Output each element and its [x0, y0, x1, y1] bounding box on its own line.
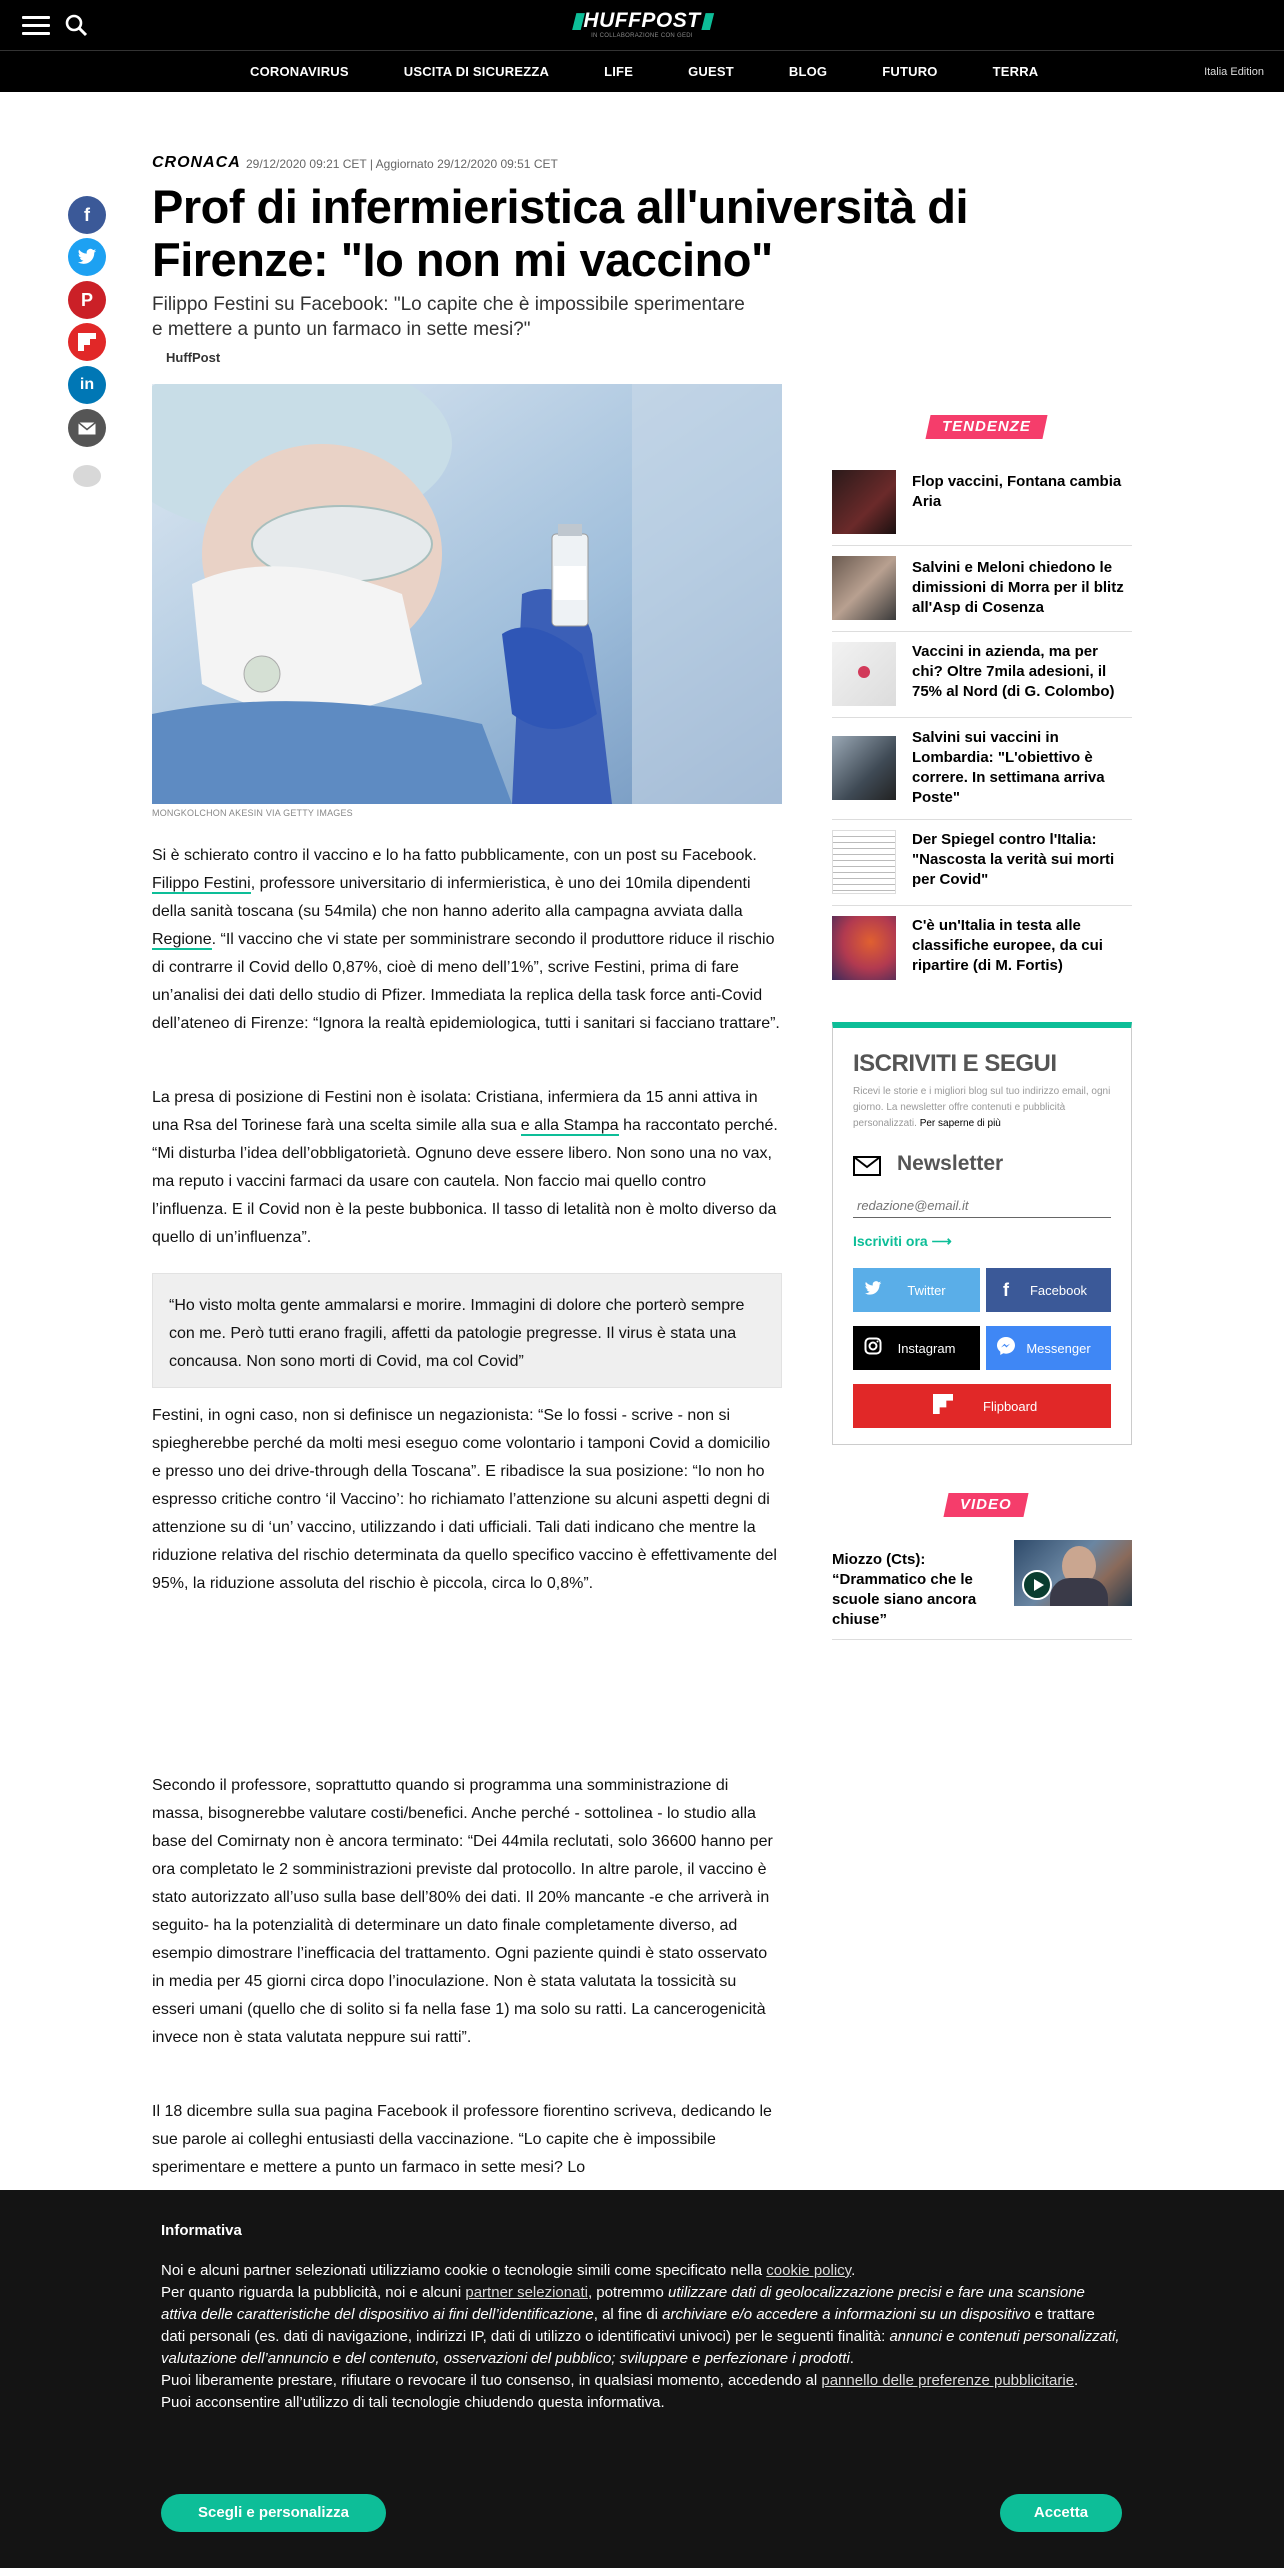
trending-item[interactable]: [832, 642, 1132, 718]
nav-item-uscita-di-sicurezza[interactable]: USCITA DI SICUREZZA: [403, 64, 550, 79]
trending-item[interactable]: [832, 556, 1132, 632]
link-la-stampa[interactable]: e alla Stampa: [520, 1117, 619, 1134]
trending-title: Der Spiegel contro l'Italia: "Nascosta la verità sui morti per Covid": [912, 831, 1115, 888]
nav-item-life[interactable]: LIFE: [604, 64, 634, 79]
edition-selector[interactable]: Italia Edition: [1204, 66, 1264, 78]
trending-item[interactable]: [832, 728, 1132, 820]
huffpost-logo[interactable]: ▮HUFFPOST▮ IN COLLABORAZIONE CON GEDI: [567, 10, 717, 40]
video-thumbnail[interactable]: [1014, 1540, 1132, 1606]
link-regione[interactable]: Regione: [152, 931, 212, 948]
subscribe-description: Ricevi le storie e i migliori blog sul tuo indirizzo email, ogni giorno. La newsletter offre contenuti e pubblicità personalizzati. Per saperne di più: [853, 1086, 1111, 1129]
paragraph-3: Festini, in ogni caso, non si definisce un negazionista: “Se lo fossi - scrive - non si spiegherebbe perché da molti mesi eseguo come volontario i tamponi Covid a domicilio e presso uno dei drive-through della Toscana”. E ribadisce la sua posizione: “Io non ho espresso critiche contro ‘il Vaccino’: ho richiamato l’attenzione su alcuni aspetti degni di attenzione su di ‘un’ vaccino, utilizzando i dati ufficiali. Tali dati indicano che mentre la riduzione relativa del rischio determinata da quello specifico vaccino è effettivamente del 95%, la riduzione assoluta del rischio è piccola, circa lo 0,8%”.: [152, 1407, 777, 1592]
follow-messenger-button[interactable]: Messenger: [986, 1326, 1111, 1370]
paragraph-1: Si è schierato contro il vaccino e lo ha fatto pubblicamente, con un post su Facebook. Filippo Festini, professore universitario di infermieristica, è uno dei 10mila dipendenti della sanità toscana (su 54mila) che non hanno aderito alla campagna avviata dalla Regione. “Il vaccino che vi state per somministrare secondo il produttore riduce il rischio di contrarre il Covid dello 0,87%, cioè di meno dell’1%”, scrive Festini, prima di fare un’analisi dei dati dello studio di Pfizer. Immediata la replica della task force anti-Covid dell’ateneo di Firenze: “Ignora la realtà epidemiologica, tutti i sanitari si facciano trattare”.: [152, 847, 780, 1032]
trending-label: TENDENZE: [925, 415, 1047, 439]
trending-item[interactable]: [832, 830, 1132, 906]
video-item[interactable]: [832, 1540, 1132, 1640]
paragraph-5: Il 18 dicembre sulla sua pagina Facebook il professore fiorentino scriveva, dedicando le sue parole ai colleghi entusiasti della vaccinazione. “Lo capite che è impossibile sperimentare e mettere a punto un farmaco in sette mesi? Lo: [152, 2103, 772, 2176]
article-dates: 29/12/2020 09:21 CET | Aggiornato 29/12/2020 09:51 CET: [246, 157, 558, 171]
subscribe-title: ISCRIVITI E SEGUI: [853, 1050, 1057, 1077]
email-icon[interactable]: [68, 409, 106, 447]
follow-facebook-button[interactable]: f Facebook: [986, 1268, 1111, 1312]
hero-image: [152, 384, 782, 804]
nav-item-blog[interactable]: BLOG: [788, 64, 828, 79]
paragraph-2: La presa di posizione di Festini non è isolata: Cristiana, infermiera da 15 anni attiva in una Rsa del Torinese farà una scelta simile alla sua e alla Stampa ha raccontato perché. “Mi disturba l’idea dell’obbligatorietà. Ognuno deve essere libero. Non sono una no vax, ma reputo i vaccini farmaci da usare con cautela. Non faccio mai quello contro l’influenza. E il Covid non è la peste bubbonica. Il tasso di letalità non è molto diverso da quello di un’influenza”.: [152, 1089, 778, 1246]
trending-thumbnail: [832, 736, 896, 800]
article-title: Prof di infermieristica all'università di Firenze: "Io non mi vaccino": [152, 180, 969, 286]
nav-item-guest[interactable]: GUEST: [688, 64, 734, 79]
link-filippo-festini[interactable]: Filippo Festini: [152, 875, 251, 892]
section-kicker[interactable]: CRONACA: [152, 154, 241, 171]
menu-icon[interactable]: [22, 16, 50, 36]
trending-thumbnail: [832, 916, 896, 980]
main-nav: [0, 50, 1284, 92]
subscribe-button[interactable]: Iscriviti ora ⟶: [853, 1233, 952, 1249]
accept-button[interactable]: Accetta: [1000, 2494, 1122, 2532]
nav-item-terra[interactable]: TERRA: [992, 64, 1039, 79]
follow-flipboard-button[interactable]: Flipboard: [853, 1384, 1111, 1428]
facebook-icon[interactable]: f: [68, 196, 106, 234]
twitter-icon[interactable]: [68, 238, 106, 276]
trending-thumbnail: [832, 642, 896, 706]
flipboard-icon[interactable]: [68, 323, 106, 361]
twitter-icon: [853, 1280, 893, 1301]
pull-quote: “Ho visto molta gente ammalarsi e morire. Immagini di dolore che porterò sempre con me. Però tutti erano fragili, affetti da patologie pregresse. Il virus è stata una concausa. Non sono morti di Covid, ma col Covid”: [152, 1273, 782, 1388]
follow-twitter-button[interactable]: Twitter: [853, 1268, 980, 1312]
newsletter-title: Newsletter: [897, 1152, 1004, 1175]
comment-icon[interactable]: [73, 465, 101, 487]
follow-instagram-button[interactable]: Instagram: [853, 1326, 980, 1370]
facebook-icon: f: [1003, 1279, 1009, 1300]
envelope-icon: [853, 1156, 881, 1176]
trending-title: Flop vaccini, Fontana cambia Aria: [912, 473, 1122, 510]
customize-button[interactable]: Scegli e personalizza: [161, 2494, 386, 2532]
subscribe-widget: [832, 1022, 1132, 1445]
paragraph-4: Secondo il professore, soprattutto quando si programma una somministrazione di massa, bisognerebbe valutare costi/benefici. Anche perché - sottolinea - lo studio alla base del Comirnaty non è ancora terminato: “Dei 44mila reclutati, solo 36600 hanno per ora completato le 2 somministrazioni previste dal protocollo. In altre parole, il vaccino è stato autorizzato all’uso sulla base dell’80% dei dati. Il 20% mancante -e che arriverà in seguito- ha la potenzialità di determinare un dato finale completamente diverso, ad esempio dimostrare l’inefficacia del trattamento. Ogni paziente quindi è stato osservato in media per 45 giorni circa dopo l’inoculazione. Non è stata valutata la tossicità su esseri umani (quello che di solito si fa nella fase 1) ma solo su ratti. La cancerogenicità invece non è stata valutata neppure sui ratti”.: [152, 1777, 773, 2046]
trending-item[interactable]: [832, 470, 1132, 546]
trending-thumbnail: [832, 556, 896, 620]
article-subtitle: Filippo Festini su Facebook: "Lo capite che è impossibile sperimentare e mettere a punto un farmaco in sette mesi?": [152, 294, 745, 340]
trending-title: Salvini sui vaccini in Lombardia: "L'obiettivo è correre. In settimana arriva Poste": [912, 729, 1105, 806]
cookie-policy-link[interactable]: cookie policy: [766, 2262, 852, 2279]
trending-thumbnail: [832, 470, 896, 534]
nav-item-futuro[interactable]: FUTURO: [882, 64, 938, 79]
trending-title: Vaccini in azienda, ma per chi? Oltre 7mila adesioni, il 75% al Nord (di G. Colombo): [912, 643, 1115, 700]
pinterest-icon[interactable]: P: [68, 281, 106, 319]
selected-partners-link[interactable]: partner selezionati: [465, 2284, 588, 2301]
top-bar: [0, 0, 1284, 50]
cookie-banner: [0, 2190, 1284, 2568]
video-label: VIDEO: [943, 1493, 1028, 1517]
cookie-title: Informativa: [161, 2222, 242, 2239]
linkedin-icon[interactable]: in: [68, 366, 106, 404]
learn-more-link[interactable]: Per saperne di più: [919, 1118, 1001, 1129]
instagram-icon: [853, 1337, 893, 1360]
cookie-text: Noi e alcuni partner selezionati utilizziamo cookie o tecnologie simili come specificato nella cookie policy. Per quanto riguarda la pubblicità, noi e alcuni partner selezionati, potremmo utilizzare dati di geolocalizzazione precisi e fare una scansione attiva delle caratteristiche del dispositivo ai fini dell’identificazione, al fine di archiviare e/o accedere a informazioni su un dispositivo e trattare dati personali (es. dati di navigazione, indirizzi IP, dati di utilizzo o identificativi univoci) per le seguenti finalità: annunci e contenuti personalizzati, valutazione dell’annuncio e del contenuto, osservazioni del pubblico; sviluppare e perfezionare i prodotti. Puoi liberamente prestare, rifiutare o revocare il tuo consenso, in qualsiasi momento, accedendo al pannello delle preferenze pubblicitarie. Puoi acconsentire all’utilizzo di tali tecnologie chiudendo questa informativa.: [161, 2262, 1120, 2411]
flipboard-icon: [853, 1394, 953, 1419]
trending-thumbnail: [832, 830, 896, 894]
image-credit: MONGKOLCHON AKESIN VIA GETTY IMAGES: [152, 808, 353, 818]
search-icon[interactable]: [64, 13, 88, 37]
email-input[interactable]: [853, 1194, 1111, 1218]
ad-preferences-link[interactable]: pannello delle preferenze pubblicitarie: [821, 2372, 1075, 2389]
video-title: Miozzo (Cts): “Drammatico che le scuole siano ancora chiuse”: [832, 1551, 977, 1628]
messenger-icon: [986, 1336, 1026, 1361]
trending-title: Salvini e Meloni chiedono le dimissioni di Morra per il blitz all'Asp di Cosenza: [912, 559, 1124, 616]
byline: HuffPost: [166, 350, 221, 365]
arrow-right-icon: ⟶: [931, 1233, 952, 1249]
nav-item-coronavirus[interactable]: CORONAVIRUS: [250, 64, 349, 79]
logo-subtitle: IN COLLABORAZIONE CON GEDI: [591, 33, 693, 39]
trending-title: C'è un'Italia in testa alle classifiche europee, da cui ripartire (di M. Fortis): [912, 917, 1103, 974]
play-icon: [1022, 1570, 1052, 1600]
trending-item[interactable]: [832, 916, 1132, 992]
